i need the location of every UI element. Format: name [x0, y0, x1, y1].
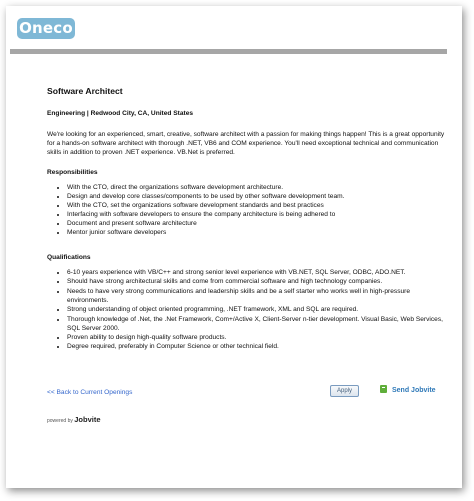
send-jobvite-button[interactable]: [380, 385, 436, 396]
send-jobvite-label: Send Jobvite: [392, 387, 436, 394]
responsibilities-list: [47, 183, 447, 237]
job-posting-page: [10, 10, 455, 480]
list-item: • Thorough knowledge of .Net, the .Net Framework, Com+/Active X, Client-Server n-tier development. Visual Basic, Web Services, SQL Server 2000.: [67, 315, 447, 333]
job-title: Software Architect: [47, 86, 123, 96]
back-to-openings-link[interactable]: << Back to Current Openings: [47, 389, 133, 396]
list-item: • Design and develop core classes/components to be used by other software development team.: [67, 192, 447, 201]
list-item: • With the CTO, set the organizations software development standards and best practices: [67, 201, 447, 210]
list-item: • Document and present software architecture: [67, 219, 447, 228]
list-item: • Should have strong architectural skills and come from commercial software and high technology companies.: [67, 277, 447, 286]
qualifications-list: [47, 268, 447, 351]
list-item: • Strong understanding of object oriented programming, .NET framework, XML and SQL are required.: [67, 305, 447, 314]
powered-by: [47, 416, 101, 425]
job-intro: We're looking for an experienced, smart, creative, software architect with a passion for making things happen! This is a great opportunity for a hands-on software architect with thorough .NET, VB6 and COM experience. You'll need exceptional technical and communication skills in addition to proven .NET experience. VB.Net is preferred.: [47, 131, 445, 156]
send-icon: [380, 385, 387, 393]
apply-button[interactable]: Apply: [330, 385, 359, 397]
jobvite-logo: Jobvite: [74, 415, 101, 424]
responsibilities-heading: Responsibilities: [47, 169, 98, 176]
job-content: [47, 86, 447, 367]
company-logo: Oneco: [17, 18, 75, 39]
list-item: • Mentor junior software developers: [67, 228, 447, 237]
job-location: Engineering | Redwood City, CA, United States: [47, 110, 194, 117]
list-item: • Degree required, preferably in Computer Science or other technical field.: [67, 342, 447, 351]
powered-by-text: powered by: [47, 418, 73, 424]
header-divider: [10, 49, 447, 54]
list-item: • Needs to have very strong communications and leadership skills and be a self starter who works well in high-pressure environments.: [67, 287, 447, 305]
list-item: • 6-10 years experience with VB/C++ and strong senior level experience with VB.NET, SQL Server, ODBC, ADO.NET.: [67, 268, 447, 277]
list-item: • Interfacing with software developers to ensure the company architecture is being adhered to: [67, 210, 447, 219]
list-item: • Proven ability to design high-quality software products.: [67, 333, 447, 342]
qualifications-heading: Qualifications: [47, 254, 91, 261]
list-item: • With the CTO, direct the organizations software development architecture.: [67, 183, 447, 192]
